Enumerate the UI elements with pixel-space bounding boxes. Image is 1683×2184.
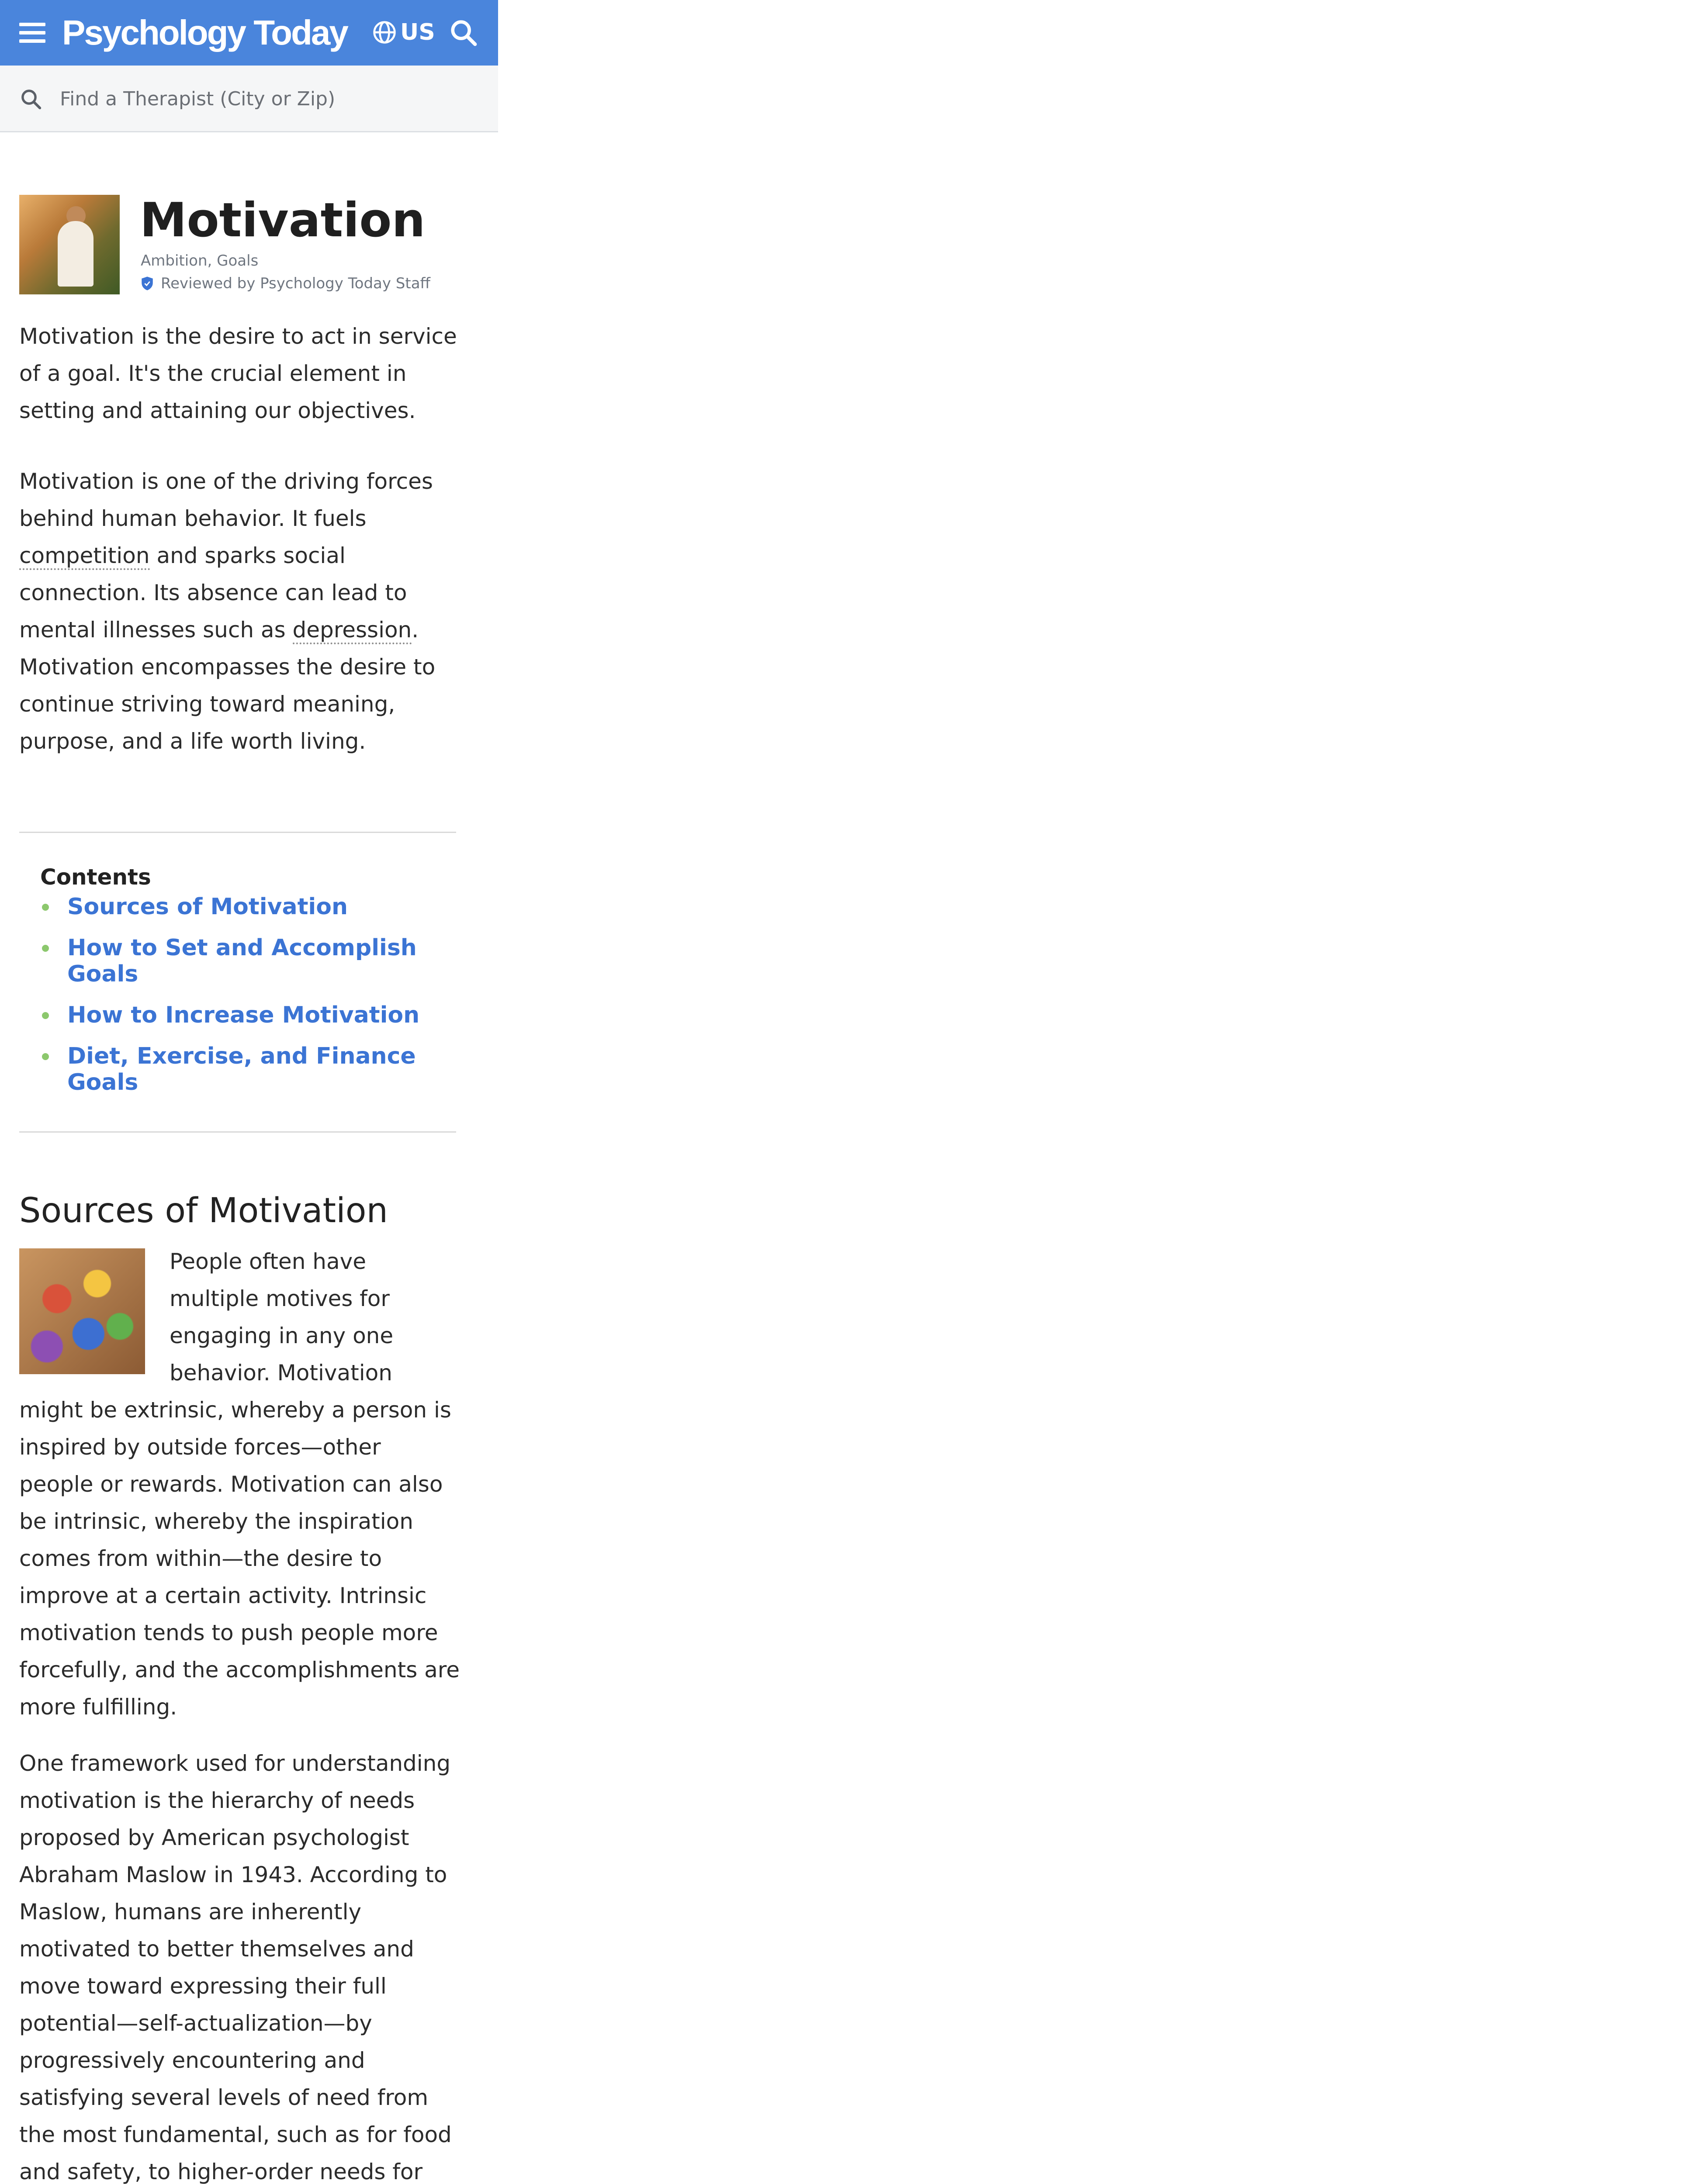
region-selector[interactable] <box>372 19 435 45</box>
globe-icon <box>372 20 397 45</box>
toc-link-goals[interactable]: How to Set and Accomplish Goals <box>67 935 417 987</box>
sources-body <box>19 1243 461 2184</box>
contents-list <box>40 894 433 1110</box>
shield-check-icon <box>141 276 154 291</box>
search-icon[interactable] <box>448 17 479 48</box>
link-competition[interactable]: competition <box>19 543 150 570</box>
reviewed-text: Reviewed by Psychology Today Staff <box>161 275 430 292</box>
page-title: Motivation <box>140 193 426 248</box>
therapist-search-input[interactable] <box>59 83 454 114</box>
reviewed-badge <box>141 273 430 294</box>
search-icon <box>19 87 43 111</box>
section-title: Sources of Motivation <box>19 1191 388 1230</box>
subtopic-links[interactable]: Ambition, Goals <box>141 252 259 270</box>
intro-paragraph-1: Motivation is the desire to act in service of a goal. It's the crucial element in setting and attaining our objectives. <box>19 324 457 423</box>
sources-paragraph-1: People often have multiple motives for engaging in any one behavior. Motivation might be extrinsic, whereby a person is inspired by outside forces—other people or rewards. Motivation can also be intrinsic, whereby the inspiration comes from within—the desire to improve at a certain activity. Intrinsic motivation tends to push people more forcefully, and the accomplishments are more fulfilling. <box>19 1249 460 1720</box>
toc-item <box>40 935 433 987</box>
link-depression[interactable]: depression <box>293 617 412 644</box>
divider <box>19 832 456 833</box>
hamburger-icon[interactable] <box>19 23 45 43</box>
therapist-search-bar <box>0 66 498 132</box>
paint-palette-image <box>19 1248 145 1374</box>
toc-link-diet[interactable]: Diet, Exercise, and Finance Goals <box>67 1043 416 1095</box>
region-label: US <box>400 19 435 45</box>
divider <box>19 1131 456 1133</box>
contents-title: Contents <box>40 864 151 890</box>
site-logo[interactable]: Psychology Today <box>62 13 347 52</box>
toc-item <box>40 1043 433 1095</box>
sources-paragraph-2: One framework used for understanding motivation is the hierarchy of needs proposed by American psychologist Abraham Maslow in 1943. According to Maslow, humans are inherently motivated to better themselves and move toward expressing their full potential—self-actualization—by progressively encountering and satisfying several levels of need from the most fundamental, such as for food and safety, to higher-order needs for <box>19 1751 452 2184</box>
site-header <box>0 0 498 66</box>
toc-item <box>40 1002 433 1028</box>
topic-image <box>19 195 120 294</box>
toc-link-increase[interactable]: How to Increase Motivation <box>67 1002 420 1028</box>
toc-link-sources[interactable]: Sources of Motivation <box>67 894 348 920</box>
intro-paragraph-2: Motivation is one of the driving forces behind human behavior. It fuels competition and sparks social connection. Its absence can lead to mental illnesses such as depression. Motivation encompasses the desire to continue striving toward meaning, purpose, and a life worth living. <box>19 469 436 754</box>
toc-item <box>40 894 433 920</box>
